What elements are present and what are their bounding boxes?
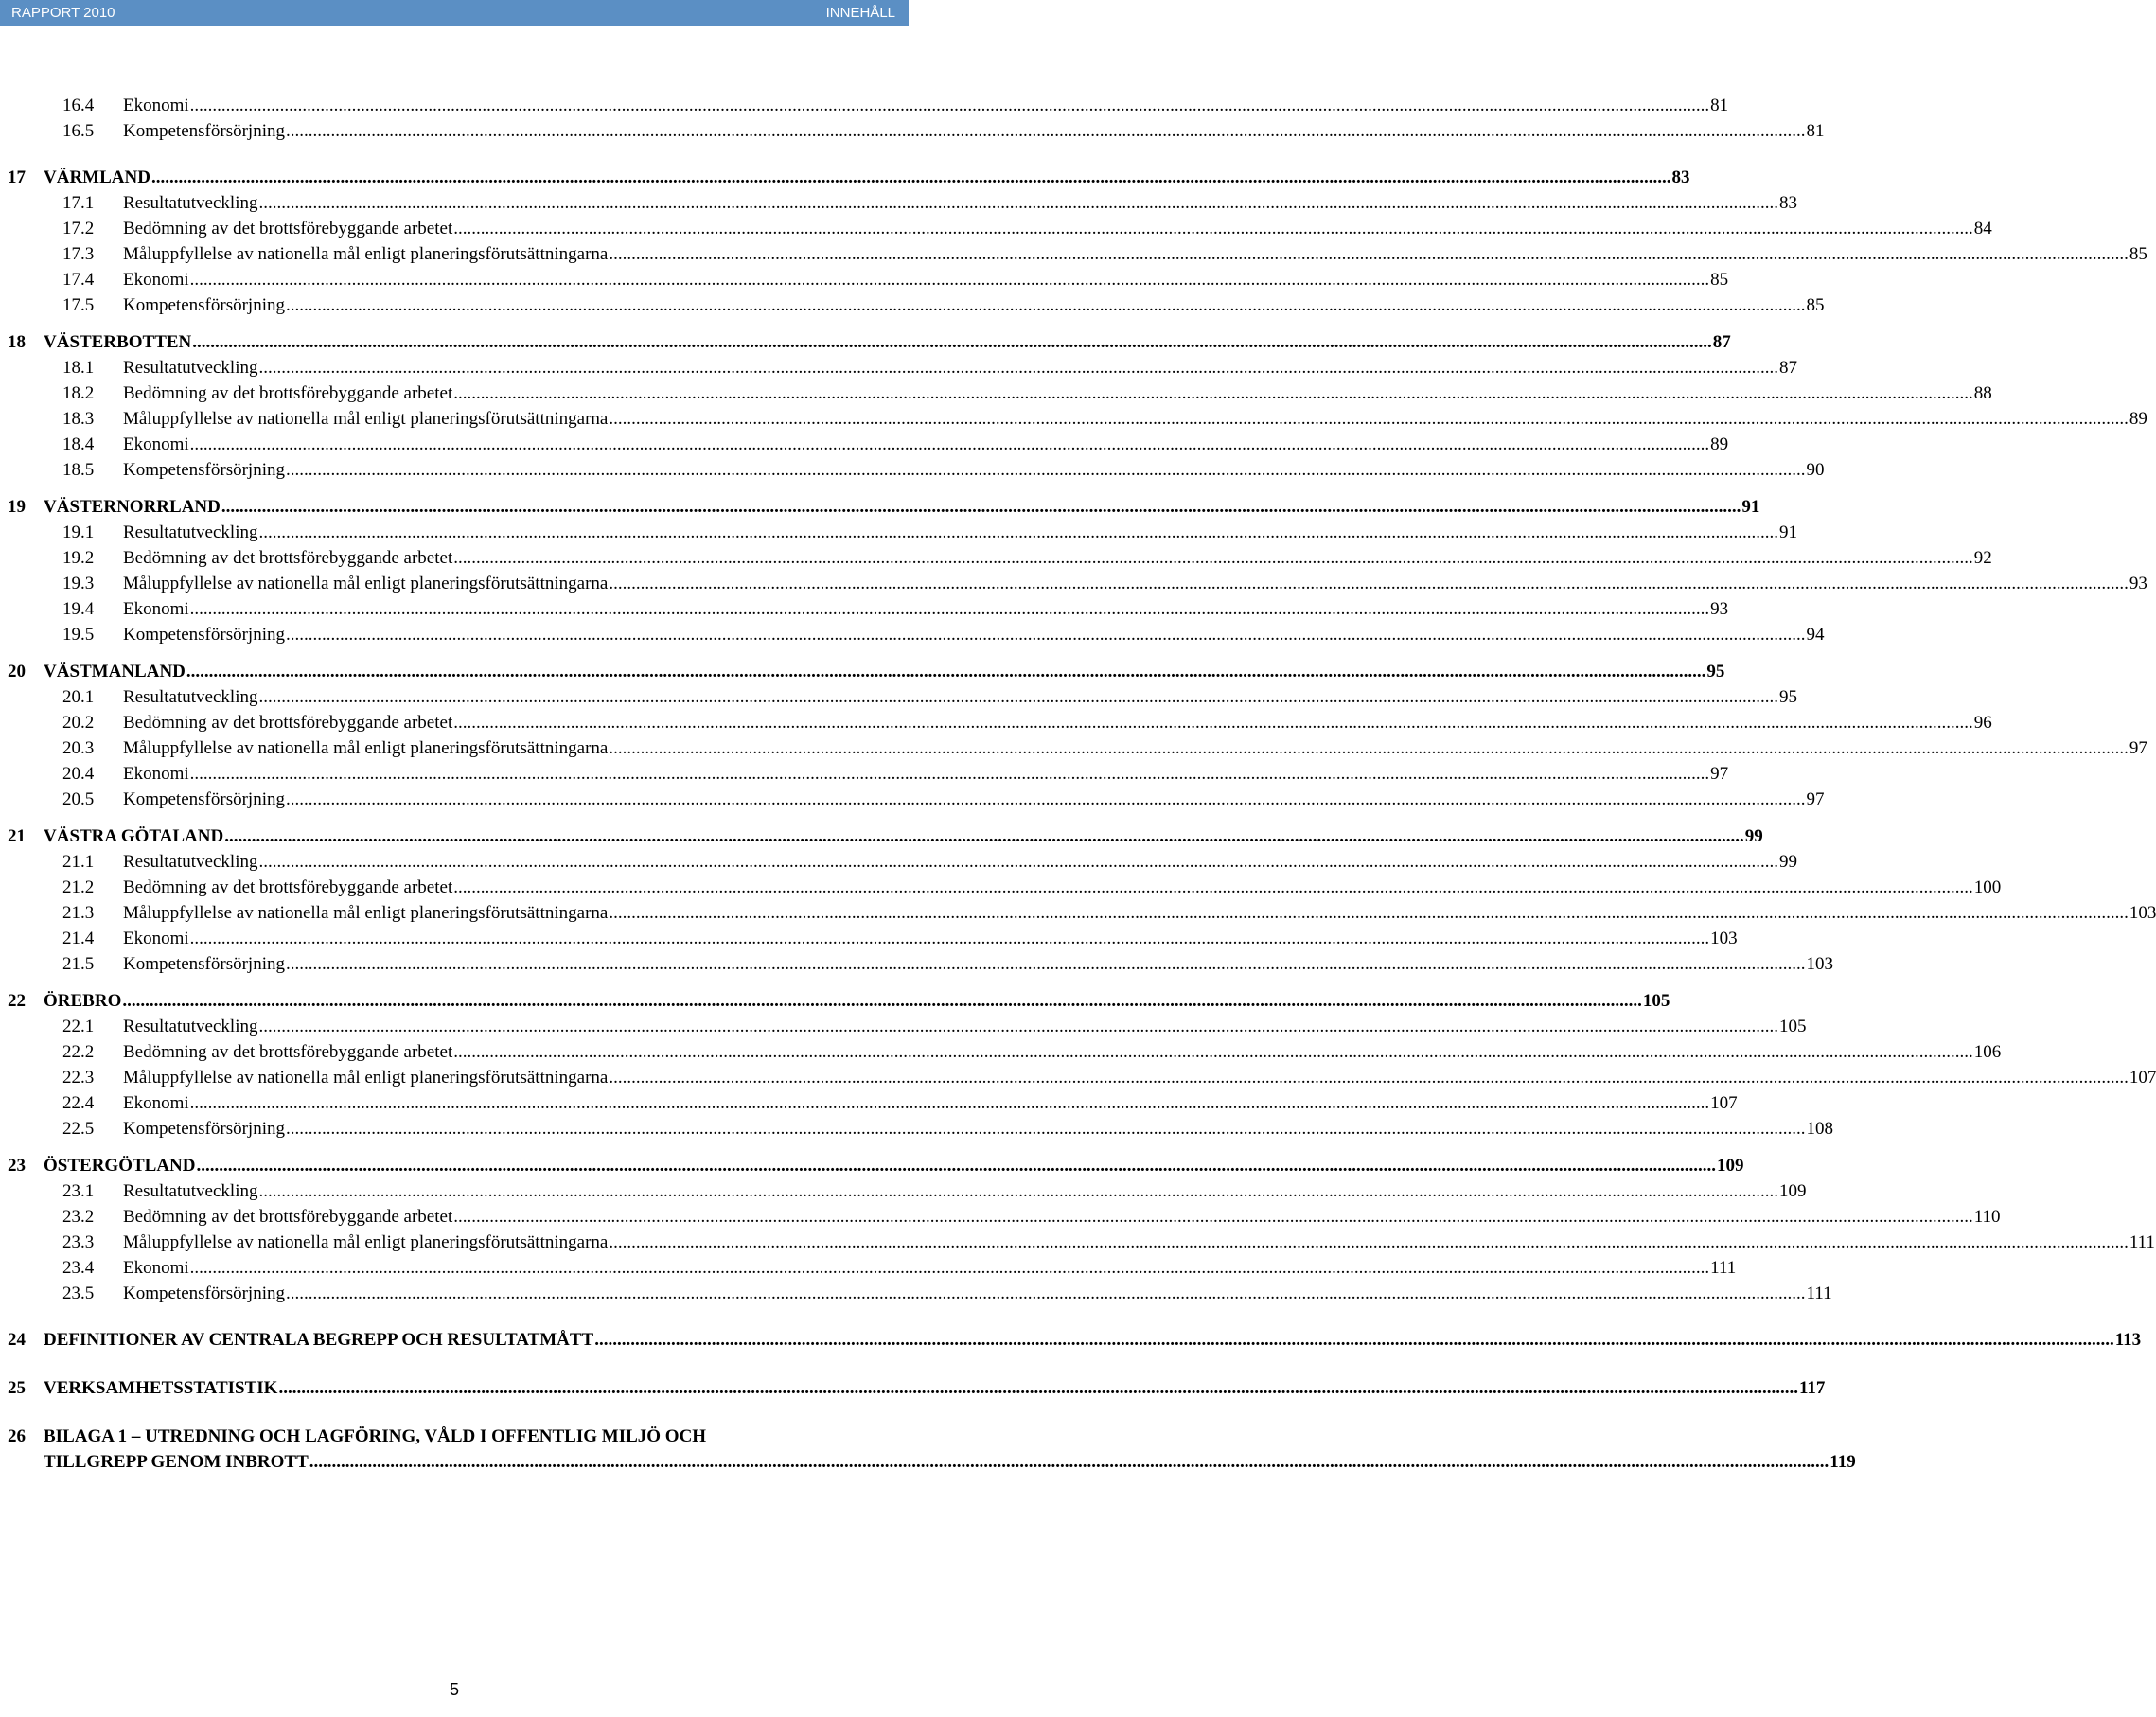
toc-number: 19	[8, 497, 26, 517]
toc-leader: ..................................................................................................................................................................................................................................................................................................................................................	[609, 244, 2129, 264]
toc-title: Måluppfyllelse av nationella mål enligt planeringsförutsättningarna	[123, 1068, 609, 1088]
toc-number: 19.4	[62, 599, 95, 619]
toc-number: 18	[8, 332, 26, 352]
toc-number: 24	[8, 1330, 26, 1350]
toc-number: 20.2	[62, 713, 95, 733]
toc-number: 17	[8, 168, 26, 187]
toc-number: 17.1	[62, 193, 95, 213]
toc-entry[interactable]	[0, 1042, 2002, 1068]
toc-section[interactable]	[0, 1330, 2142, 1355]
toc-number: 26	[8, 1426, 26, 1446]
toc-section[interactable]	[0, 662, 1725, 687]
toc-number: 18.5	[62, 460, 95, 480]
toc-number: 17.5	[62, 295, 95, 315]
toc-number: 21.2	[62, 877, 95, 897]
page-number: 5	[449, 1680, 459, 1699]
toc-number: 25	[8, 1378, 26, 1398]
toc-page: 83	[1671, 168, 1690, 187]
toc-number: 22.5	[62, 1119, 95, 1139]
toc-entry[interactable]	[0, 1283, 1832, 1309]
toc-entry[interactable]	[0, 244, 2147, 270]
toc-page: 81	[1806, 121, 1825, 141]
toc-page: 95	[1706, 662, 1725, 681]
toc-title: Måluppfyllelse av nationella mål enligt planeringsförutsättningarna	[123, 409, 609, 429]
toc-title: VÄRMLAND	[44, 168, 150, 187]
toc-page: 90	[1806, 460, 1825, 480]
toc-number: 20.3	[62, 738, 95, 758]
toc-entry[interactable]	[0, 713, 1992, 738]
toc-number: 23.2	[62, 1207, 95, 1227]
toc-entry[interactable]	[0, 193, 1797, 219]
toc-title: Resultatutveckling	[123, 522, 258, 542]
table-of-contents	[0, 96, 2156, 1478]
toc-leader: ..................................................................................................................................................................................................................................................................................................................................................	[285, 295, 1806, 315]
toc-leader: ..................................................................................................................................................................................................................................................................................................................................................	[278, 1378, 1798, 1398]
toc-page: 100	[1973, 877, 2002, 897]
toc-page: 84	[1973, 219, 1992, 239]
toc-leader: ..................................................................................................................................................................................................................................................................................................................................................	[186, 662, 1706, 681]
toc-page: 117	[1798, 1378, 1826, 1398]
toc-page: 109	[1716, 1156, 1744, 1176]
toc-page: 85	[1806, 295, 1825, 315]
toc-leader: ..................................................................................................................................................................................................................................................................................................................................................	[258, 1017, 1778, 1036]
toc-leader: ..................................................................................................................................................................................................................................................................................................................................................	[224, 826, 1744, 846]
toc-leader: ..................................................................................................................................................................................................................................................................................................................................................	[453, 219, 1973, 239]
toc-title: Kompetensförsörjning	[123, 460, 285, 480]
toc-page: 105	[1778, 1017, 1807, 1036]
toc-leader: ..................................................................................................................................................................................................................................................................................................................................................	[285, 1119, 1806, 1139]
toc-entry[interactable]	[0, 383, 1992, 409]
toc-page: 103	[1710, 929, 1738, 948]
toc-page: 113	[2114, 1330, 2142, 1350]
toc-title: ÖSTERGÖTLAND	[44, 1156, 196, 1176]
toc-section[interactable]	[0, 168, 1690, 193]
toc-title: Resultatutveckling	[123, 193, 258, 213]
toc-entry[interactable]	[0, 409, 2147, 434]
toc-number: 22.2	[62, 1042, 95, 1062]
toc-title: Måluppfyllelse av nationella mål enligt planeringsförutsättningarna	[123, 574, 609, 593]
toc-title: BILAGA 1 – UTREDNING OCH LAGFÖRING, VÅLD I OFFENTLIG MILJÖ OCH	[44, 1426, 707, 1446]
toc-page: 111	[2129, 1232, 2155, 1252]
toc-number: 20.5	[62, 789, 95, 809]
toc-page: 107	[2129, 1068, 2156, 1088]
toc-title: Ekonomi	[123, 96, 189, 115]
toc-page: 97	[1710, 764, 1729, 784]
toc-page: 85	[1710, 270, 1729, 290]
toc-page: 105	[1642, 991, 1670, 1011]
toc-number: 23.3	[62, 1232, 95, 1252]
toc-number: 21.3	[62, 903, 95, 923]
toc-leader: ..................................................................................................................................................................................................................................................................................................................................................	[453, 713, 1973, 733]
toc-leader: ..................................................................................................................................................................................................................................................................................................................................................	[189, 929, 1710, 948]
toc-page: 110	[1973, 1207, 2001, 1227]
toc-title: Kompetensförsörjning	[123, 789, 285, 809]
toc-number: 23	[8, 1156, 26, 1176]
toc-page: 107	[1710, 1093, 1738, 1113]
toc-entry[interactable]	[0, 1232, 2155, 1258]
toc-title: Bedömning av det brottsförebyggande arbetet	[123, 548, 453, 568]
toc-leader: ..................................................................................................................................................................................................................................................................................................................................................	[258, 852, 1778, 872]
toc-title: Bedömning av det brottsförebyggande arbetet	[123, 713, 453, 733]
toc-title: VÄSTERNORRLAND	[44, 497, 221, 517]
toc-title: Ekonomi	[123, 1093, 189, 1113]
toc-title: VÄSTRA GÖTALAND	[44, 826, 224, 846]
toc-page: 91	[1778, 522, 1797, 542]
toc-number: 20	[8, 662, 26, 681]
toc-entry[interactable]	[0, 270, 1729, 295]
toc-page: 97	[2129, 738, 2147, 758]
toc-leader: ..................................................................................................................................................................................................................................................................................................................................................	[150, 168, 1671, 187]
toc-section[interactable]	[0, 991, 1670, 1017]
toc-entry[interactable]	[0, 574, 2147, 599]
toc-leader: ..................................................................................................................................................................................................................................................................................................................................................	[453, 548, 1973, 568]
toc-number: 17.2	[62, 219, 95, 239]
toc-leader: ..................................................................................................................................................................................................................................................................................................................................................	[285, 121, 1806, 141]
toc-entry[interactable]	[0, 121, 1825, 147]
toc-number: 21.4	[62, 929, 95, 948]
toc-page: 95	[1778, 687, 1797, 707]
toc-page: 93	[2129, 574, 2147, 593]
toc-entry[interactable]	[0, 789, 1825, 815]
toc-number: 23.1	[62, 1181, 95, 1201]
toc-leader: ..................................................................................................................................................................................................................................................................................................................................................	[221, 497, 1741, 517]
toc-entry[interactable]	[0, 764, 1729, 789]
toc-title: Kompetensförsörjning	[123, 954, 285, 974]
page-header	[0, 0, 909, 26]
toc-section[interactable]	[0, 1156, 1744, 1181]
toc-number: 18.4	[62, 434, 95, 454]
toc-section[interactable]	[0, 1378, 1826, 1404]
toc-page: 81	[1710, 96, 1729, 115]
toc-title: Bedömning av det brottsförebyggande arbetet	[123, 877, 453, 897]
toc-page: 85	[2129, 244, 2147, 264]
toc-number: 22	[8, 991, 26, 1011]
toc-title: Kompetensförsörjning	[123, 1119, 285, 1139]
toc-title: Resultatutveckling	[123, 1017, 258, 1036]
toc-entry[interactable]	[0, 687, 1797, 713]
toc-leader: ..................................................................................................................................................................................................................................................................................................................................................	[189, 270, 1710, 290]
toc-number: 17.4	[62, 270, 95, 290]
toc-section[interactable]	[0, 1426, 1856, 1478]
report-title: RAPPORT 2010	[11, 5, 115, 21]
toc-page: 93	[1710, 599, 1729, 619]
toc-entry[interactable]	[0, 434, 1729, 460]
toc-entry[interactable]	[0, 929, 1738, 954]
toc-title: Resultatutveckling	[123, 852, 258, 872]
toc-number: 19.2	[62, 548, 95, 568]
toc-leader: ..................................................................................................................................................................................................................................................................................................................................................	[258, 1181, 1778, 1201]
toc-leader: ..................................................................................................................................................................................................................................................................................................................................................	[453, 383, 1973, 403]
toc-title: VÄSTERBOTTEN	[44, 332, 192, 352]
toc-number: 19.1	[62, 522, 95, 542]
toc-number: 19.5	[62, 625, 95, 645]
toc-page: 83	[1778, 193, 1797, 213]
toc-page: 119	[1829, 1452, 1856, 1472]
toc-leader: ..................................................................................................................................................................................................................................................................................................................................................	[285, 789, 1806, 809]
toc-entry[interactable]	[0, 1181, 1807, 1207]
toc-entry[interactable]	[0, 1093, 1738, 1119]
toc-leader: ..................................................................................................................................................................................................................................................................................................................................................	[189, 599, 1710, 619]
toc-leader: ..................................................................................................................................................................................................................................................................................................................................................	[609, 409, 2129, 429]
toc-entry[interactable]	[0, 877, 2002, 903]
toc-section[interactable]	[0, 332, 1731, 358]
toc-leader: ..................................................................................................................................................................................................................................................................................................................................................	[189, 434, 1710, 454]
toc-leader: ..................................................................................................................................................................................................................................................................................................................................................	[258, 193, 1778, 213]
toc-number: 21	[8, 826, 26, 846]
toc-leader: ..................................................................................................................................................................................................................................................................................................................................................	[285, 460, 1806, 480]
toc-entry[interactable]	[0, 358, 1797, 383]
toc-page: 96	[1973, 713, 1992, 733]
toc-number: 18.2	[62, 383, 95, 403]
toc-number: 21.1	[62, 852, 95, 872]
toc-number: 22.4	[62, 1093, 95, 1113]
toc-page: 88	[1973, 383, 1992, 403]
toc-page: 91	[1741, 497, 1760, 517]
toc-title: Kompetensförsörjning	[123, 121, 285, 141]
toc-title: Bedömning av det brottsförebyggande arbetet	[123, 1207, 453, 1227]
toc-title: Ekonomi	[123, 929, 189, 948]
toc-leader: ..................................................................................................................................................................................................................................................................................................................................................	[189, 1093, 1710, 1113]
toc-entry[interactable]	[0, 1258, 1737, 1283]
toc-leader: ..................................................................................................................................................................................................................................................................................................................................................	[189, 96, 1710, 115]
toc-section[interactable]	[0, 826, 1763, 852]
toc-leader: ..................................................................................................................................................................................................................................................................................................................................................	[309, 1452, 1829, 1472]
toc-number: 22.3	[62, 1068, 95, 1088]
toc-leader: ..................................................................................................................................................................................................................................................................................................................................................	[189, 1258, 1710, 1278]
toc-number: 23.4	[62, 1258, 95, 1278]
toc-title: VERKSAMHETSSTATISTIK	[44, 1378, 278, 1398]
toc-section[interactable]	[0, 497, 1760, 522]
toc-leader: ..................................................................................................................................................................................................................................................................................................................................................	[196, 1156, 1716, 1176]
toc-leader: ..................................................................................................................................................................................................................................................................................................................................................	[609, 1068, 2129, 1088]
toc-title: Måluppfyllelse av nationella mål enligt planeringsförutsättningarna	[123, 244, 609, 264]
toc-entry[interactable]	[0, 548, 1992, 574]
toc-entry[interactable]	[0, 1119, 1833, 1144]
toc-title: Måluppfyllelse av nationella mål enligt planeringsförutsättningarna	[123, 903, 609, 923]
toc-leader: ..................................................................................................................................................................................................................................................................................................................................................	[453, 1207, 1973, 1227]
toc-entry[interactable]	[0, 460, 1825, 486]
toc-number: 20.4	[62, 764, 95, 784]
toc-title: Ekonomi	[123, 764, 189, 784]
toc-entry[interactable]	[0, 219, 1992, 244]
toc-page: 99	[1744, 826, 1763, 846]
toc-page: 103	[1806, 954, 1833, 974]
toc-number: 20.1	[62, 687, 95, 707]
toc-entry[interactable]	[0, 1068, 2156, 1093]
toc-number: 21.5	[62, 954, 95, 974]
toc-leader: ..................................................................................................................................................................................................................................................................................................................................................	[453, 877, 1973, 897]
toc-entry[interactable]	[0, 96, 1729, 121]
toc-number: 18.3	[62, 409, 95, 429]
toc-title: Resultatutveckling	[123, 1181, 258, 1201]
toc-leader: ..................................................................................................................................................................................................................................................................................................................................................	[609, 574, 2129, 593]
toc-title: Ekonomi	[123, 434, 189, 454]
toc-entry[interactable]	[0, 599, 1729, 625]
toc-entry[interactable]	[0, 903, 2156, 929]
toc-title-continued: TILLGREPP GENOM INBROTT	[44, 1452, 309, 1472]
toc-leader: ..................................................................................................................................................................................................................................................................................................................................................	[258, 522, 1778, 542]
toc-leader: ..................................................................................................................................................................................................................................................................................................................................................	[453, 1042, 1973, 1062]
toc-entry[interactable]	[0, 738, 2147, 764]
toc-leader: ..................................................................................................................................................................................................................................................................................................................................................	[258, 358, 1778, 378]
toc-leader: ..................................................................................................................................................................................................................................................................................................................................................	[609, 903, 2129, 923]
toc-title: Bedömning av det brottsförebyggande arbetet	[123, 1042, 453, 1062]
toc-title: VÄSTMANLAND	[44, 662, 186, 681]
toc-page: 89	[2129, 409, 2147, 429]
toc-number: 17.3	[62, 244, 95, 264]
toc-page: 89	[1710, 434, 1729, 454]
toc-title: Bedömning av det brottsförebyggande arbetet	[123, 219, 453, 239]
toc-page: 87	[1712, 332, 1731, 352]
toc-page: 87	[1778, 358, 1797, 378]
toc-entry[interactable]	[0, 295, 1825, 321]
toc-title: Måluppfyllelse av nationella mål enligt planeringsförutsättningarna	[123, 738, 609, 758]
toc-leader: ..................................................................................................................................................................................................................................................................................................................................................	[285, 1283, 1806, 1303]
toc-title: DEFINITIONER AV CENTRALA BEGREPP OCH RESULTATMÅTT	[44, 1330, 594, 1350]
toc-leader: ..................................................................................................................................................................................................................................................................................................................................................	[285, 954, 1806, 974]
toc-leader: ..................................................................................................................................................................................................................................................................................................................................................	[192, 332, 1712, 352]
toc-leader: ..................................................................................................................................................................................................................................................................................................................................................	[189, 764, 1710, 784]
toc-page: 94	[1806, 625, 1825, 645]
toc-page: 109	[1778, 1181, 1807, 1201]
toc-number: 16.5	[62, 121, 95, 141]
toc-entry[interactable]	[0, 1207, 2001, 1232]
toc-title: Kompetensförsörjning	[123, 1283, 285, 1303]
toc-entry[interactable]	[0, 954, 1833, 980]
toc-leader: ..................................................................................................................................................................................................................................................................................................................................................	[609, 1232, 2129, 1252]
toc-page: 97	[1806, 789, 1825, 809]
toc-title: Ekonomi	[123, 599, 189, 619]
toc-leader: ..................................................................................................................................................................................................................................................................................................................................................	[285, 625, 1806, 645]
toc-number: 16.4	[62, 96, 95, 115]
toc-number: 18.1	[62, 358, 95, 378]
toc-entry[interactable]	[0, 852, 1797, 877]
toc-number: 22.1	[62, 1017, 95, 1036]
toc-leader: ..................................................................................................................................................................................................................................................................................................................................................	[609, 738, 2129, 758]
toc-number: 19.3	[62, 574, 95, 593]
toc-page: 99	[1778, 852, 1797, 872]
toc-title: Bedömning av det brottsförebyggande arbetet	[123, 383, 453, 403]
toc-page: 92	[1973, 548, 1992, 568]
toc-title: ÖREBRO	[44, 991, 122, 1011]
toc-entry[interactable]	[0, 1017, 1807, 1042]
toc-page: 106	[1973, 1042, 2002, 1062]
toc-entry[interactable]	[0, 625, 1825, 650]
toc-title: Resultatutveckling	[123, 687, 258, 707]
toc-page: 103	[2129, 903, 2156, 923]
toc-title: Kompetensförsörjning	[123, 295, 285, 315]
toc-page: 108	[1806, 1119, 1833, 1139]
toc-title: Resultatutveckling	[123, 358, 258, 378]
toc-title: Kompetensförsörjning	[123, 625, 285, 645]
toc-title: Ekonomi	[123, 1258, 189, 1278]
toc-leader: ..................................................................................................................................................................................................................................................................................................................................................	[122, 991, 1642, 1011]
toc-leader: ..................................................................................................................................................................................................................................................................................................................................................	[594, 1330, 2114, 1350]
toc-page: 111	[1806, 1283, 1832, 1303]
toc-number: 23.5	[62, 1283, 95, 1303]
toc-title: Måluppfyllelse av nationella mål enligt planeringsförutsättningarna	[123, 1232, 609, 1252]
toc-page: 111	[1710, 1258, 1737, 1278]
toc-entry[interactable]	[0, 522, 1797, 548]
toc-title: Ekonomi	[123, 270, 189, 290]
section-title: INNEHÅLL	[825, 5, 895, 21]
toc-leader: ..................................................................................................................................................................................................................................................................................................................................................	[258, 687, 1778, 707]
